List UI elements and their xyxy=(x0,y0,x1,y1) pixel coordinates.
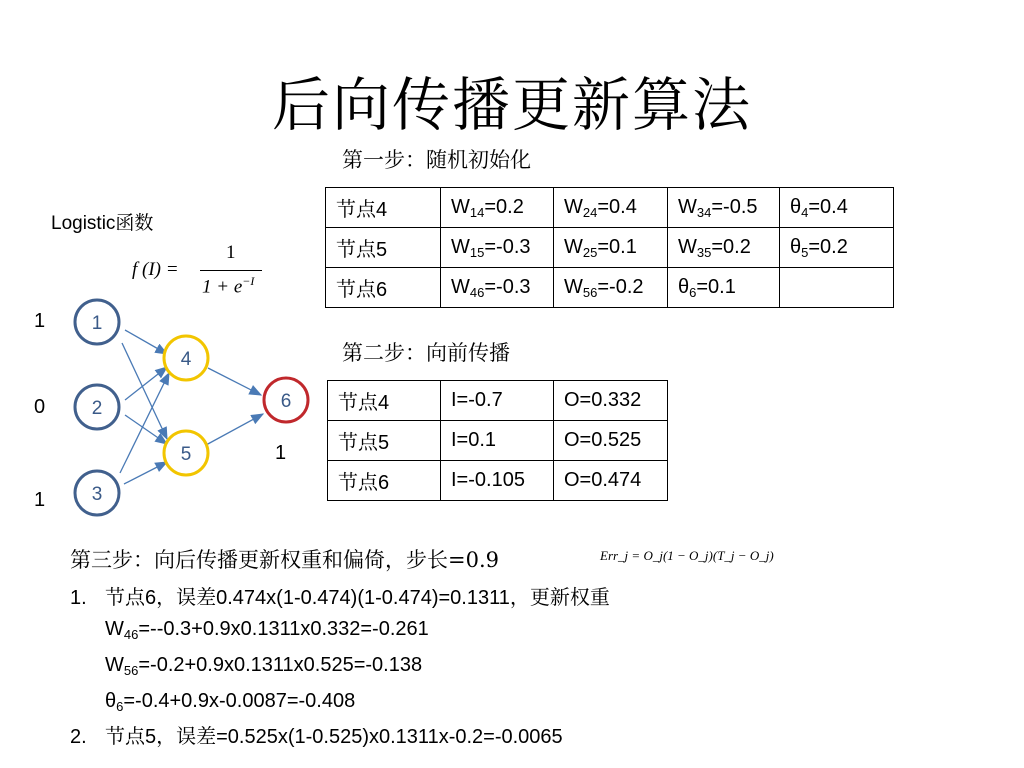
step1-cell xyxy=(554,188,668,228)
input-value-2: 0 xyxy=(34,396,46,418)
step3-heading: 第三步：向后传播更新权重和偏倚，步长=0.9 xyxy=(70,548,499,572)
step3-list xyxy=(70,583,770,753)
table-row xyxy=(328,421,668,461)
node-label: 2 xyxy=(91,398,103,419)
step1-cell-value: =0.4 xyxy=(597,195,637,218)
step1-cell-text: θ xyxy=(790,195,802,218)
node-4 xyxy=(164,336,208,380)
step1-cell-value: =0.2 xyxy=(484,195,524,218)
step1-cell-subscript: 5 xyxy=(801,244,809,260)
step2-cell: I=0.1 xyxy=(441,421,554,461)
table-row xyxy=(326,268,894,308)
step2-cell: 节点6 xyxy=(328,461,441,501)
step1-cell-value: =-0.2 xyxy=(597,275,644,298)
step2-cell: O=0.474 xyxy=(554,461,668,501)
step1-cell-value: =0.4 xyxy=(808,195,848,218)
step1-cell-text: W xyxy=(451,235,470,258)
input-value-3: 1 xyxy=(34,489,46,511)
step1-cell-value: =0.1 xyxy=(696,275,736,298)
step1-cell-text: W xyxy=(678,235,697,258)
network-diagram xyxy=(25,295,325,530)
step1-table xyxy=(325,187,894,308)
step1-cell-text: W xyxy=(564,275,583,298)
step1-cell-text: W xyxy=(451,275,470,298)
target-value: 1 xyxy=(275,442,287,464)
step1-cell-text: 节点5 xyxy=(336,239,388,261)
list-line: 节点6，误差0.474x(1-0.474)(1-0.474)=0.1311，更新权重 xyxy=(105,587,610,609)
step1-cell xyxy=(441,268,554,308)
step1-cell-text: 节点6 xyxy=(336,279,388,301)
step2-cell: O=0.332 xyxy=(554,381,668,421)
step1-cell-text: W xyxy=(564,195,583,218)
step1-cell-text: W xyxy=(678,195,697,218)
step1-cell-subscript: 6 xyxy=(689,284,697,300)
step1-cell-subscript: 56 xyxy=(582,284,598,300)
step1-cell-text: W xyxy=(451,195,470,218)
step1-cell-value: =-0.5 xyxy=(711,195,758,218)
node-2 xyxy=(75,385,119,429)
page-title: 后向传播更新算法 xyxy=(271,71,752,139)
step1-cell-subscript: 24 xyxy=(582,204,598,220)
logistic-denominator-base: 1 + e xyxy=(202,276,243,298)
step1-cell xyxy=(326,228,441,268)
step2-cell: I=-0.105 xyxy=(441,461,554,501)
logistic-numerator: 1 xyxy=(226,242,236,263)
step1-cell xyxy=(668,268,780,308)
step2-cell: 节点4 xyxy=(328,381,441,421)
step1-cell xyxy=(780,228,894,268)
error-formula: Err_j = O_j(1 − O_j)(T_j − O_j) xyxy=(600,548,774,563)
step1-heading: 第一步：随机初始化 xyxy=(342,148,531,172)
step1-cell xyxy=(326,188,441,228)
step2-heading: 第二步：向前传播 xyxy=(342,341,510,365)
step1-cell xyxy=(441,188,554,228)
logistic-lhs: f (I) = xyxy=(132,259,179,280)
logistic-label: Logistic函数 xyxy=(51,213,154,234)
logistic-exponent: −I xyxy=(242,274,255,288)
edge-3-4 xyxy=(120,373,169,473)
list-item xyxy=(70,583,770,722)
step1-cell-subscript: 46 xyxy=(469,284,485,300)
step1-cell-value: =-0.3 xyxy=(484,275,531,298)
step1-cell-value: =-0.3 xyxy=(484,235,531,258)
step1-cell-text: θ xyxy=(678,275,690,298)
edge-4-6 xyxy=(208,368,261,395)
table-row xyxy=(326,228,894,268)
list-line: $W_{46}=--0.3+0.9x0.1311x0.332=-0.261$ xyxy=(105,618,429,642)
step1-cell-text: θ xyxy=(790,235,802,258)
fraction-bar xyxy=(200,270,262,271)
node-1 xyxy=(75,300,119,344)
step2-cell: I=-0.7 xyxy=(441,381,554,421)
node-5 xyxy=(164,431,208,475)
step1-cell-value: =0.1 xyxy=(597,235,637,258)
step1-cell xyxy=(554,228,668,268)
step1-cell-subscript: 35 xyxy=(696,244,712,260)
table-row xyxy=(326,188,894,228)
step1-cell-subscript: 15 xyxy=(469,244,485,260)
step1-cell-text: W xyxy=(564,235,583,258)
step2-cell: O=0.525 xyxy=(554,421,668,461)
node-3 xyxy=(75,471,119,515)
step1-cell xyxy=(554,268,668,308)
edge-3-5 xyxy=(124,462,167,484)
step1-cell xyxy=(780,268,894,308)
step1-cell-subscript: 4 xyxy=(801,204,809,220)
step1-cell xyxy=(780,188,894,228)
step1-cell xyxy=(668,228,780,268)
step1-cell-value: =0.2 xyxy=(711,235,751,258)
list-number: 2. xyxy=(70,726,87,748)
table-row xyxy=(328,461,668,501)
step1-cell xyxy=(326,268,441,308)
step2-table xyxy=(327,380,668,501)
nodes xyxy=(75,300,308,515)
step1-cell xyxy=(668,188,780,228)
list-number: 1. xyxy=(70,587,87,609)
step1-cell-subscript: 14 xyxy=(469,204,485,220)
table-row xyxy=(328,381,668,421)
edge-1-4 xyxy=(125,330,167,354)
step1-cell-value: =0.2 xyxy=(808,235,848,258)
node-label: 1 xyxy=(91,313,103,334)
list-line: 节点5，误差=0.525x(1-0.525)x0.1311x-0.2=-0.0065 xyxy=(105,726,563,748)
step1-cell xyxy=(441,228,554,268)
list-line: $\theta_6=-0.4+0.9x-0.0087=-0.408$ xyxy=(105,690,356,714)
node-label: 6 xyxy=(280,391,292,412)
edge-5-6 xyxy=(206,414,263,445)
step1-cell-subscript: 34 xyxy=(696,204,712,220)
list-item xyxy=(70,722,770,753)
node-label: 3 xyxy=(91,484,103,505)
node-label: 4 xyxy=(180,349,192,370)
step1-cell-text: 节点4 xyxy=(336,199,388,221)
list-line: $W_{56}=-0.2+0.9x0.1311x0.525=-0.138$ xyxy=(105,654,423,678)
step2-cell: 节点5 xyxy=(328,421,441,461)
node-6 xyxy=(264,378,308,422)
input-value-1: 1 xyxy=(34,310,46,332)
node-label: 5 xyxy=(180,444,192,465)
step1-cell-subscript: 25 xyxy=(582,244,598,260)
